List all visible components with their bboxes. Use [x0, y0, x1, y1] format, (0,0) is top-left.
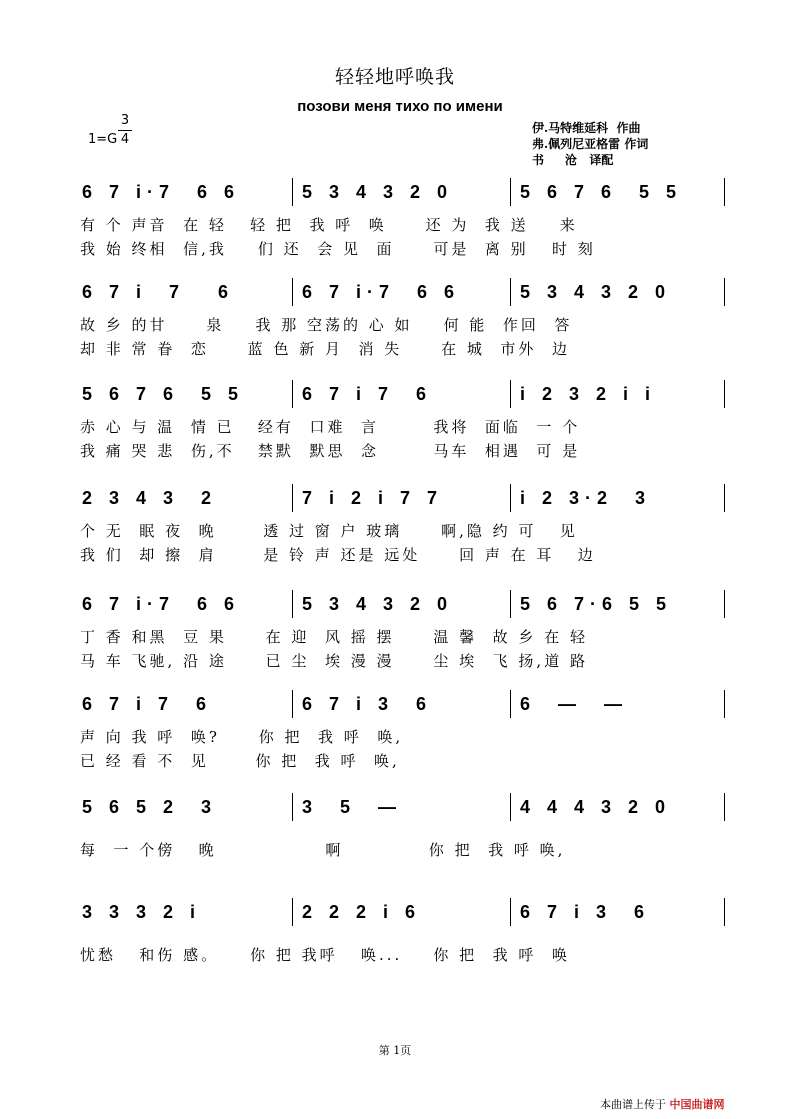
- barline: [724, 590, 725, 618]
- lyric-line: 赤 心 与 温 情 已 经有 口难 言 我将 面临 一 个: [80, 418, 581, 436]
- barline: [292, 178, 293, 206]
- measure-notes: 6 — —: [520, 694, 629, 714]
- key-signature: 1=G: [88, 132, 118, 147]
- barline: [510, 484, 511, 512]
- measure-notes: 5 6 7 6 5 5: [82, 384, 245, 404]
- barline: [724, 793, 725, 821]
- measure-notes: 5 6 7·6 5 5: [520, 594, 673, 614]
- measure-notes: 5 6 7 6 5 5: [520, 182, 683, 202]
- measure-notes: 6 7 i·7 6 6: [82, 182, 241, 202]
- measure-notes: 6 7 i·7 6 6: [302, 282, 461, 302]
- barline: [292, 590, 293, 618]
- lyric-line: 我 痛 哭 悲 伤,不 禁默 默思 念 马车 相遇 可 是: [80, 442, 581, 460]
- barline: [510, 898, 511, 926]
- barline: [292, 793, 293, 821]
- barline: [292, 278, 293, 306]
- measure-notes: 5 6 5 2 3: [82, 797, 218, 817]
- song-subtitle: позови меня тихо по имени: [297, 98, 503, 115]
- barline: [292, 898, 293, 926]
- measure-notes: 6 7 i 7 6: [82, 282, 235, 302]
- source-text: 本曲谱上传于: [600, 1098, 666, 1111]
- barline: [724, 898, 725, 926]
- measure-notes: 6 7 i·7 6 6: [82, 594, 241, 614]
- lyric-line: 声 向 我 呼 唤? 你 把 我 呼 唤,: [80, 728, 404, 746]
- barline: [724, 484, 725, 512]
- barline: [292, 484, 293, 512]
- barline: [724, 690, 725, 718]
- measure-notes: i 2 3 2 i i: [520, 384, 657, 404]
- song-title: 轻轻地呼唤我: [334, 66, 455, 88]
- barline: [724, 380, 725, 408]
- lyric-line: 已 经 看 不 见 你 把 我 呼 唤,: [80, 752, 400, 770]
- barline: [510, 278, 511, 306]
- measure-notes: 5 3 4 3 2 0: [302, 594, 454, 614]
- lyric-line: 我 们 却 擦 肩 是 铃 声 还是 远处 回 声 在 耳 边: [80, 546, 596, 564]
- barline: [510, 793, 511, 821]
- barline: [510, 178, 511, 206]
- barline: [292, 690, 293, 718]
- time-signature-bottom: 4: [118, 130, 132, 149]
- measure-notes: 2 3 4 3 2: [82, 488, 218, 508]
- lyric-line: 每 一 个傍 晚 啊 你 把 我 呼 唤,: [80, 841, 566, 859]
- measure-notes: 3 3 3 2 i: [82, 902, 202, 922]
- lyric-line: 有 个 声音 在 轻 轻 把 我 呼 唤 还 为 我 送 来: [80, 216, 578, 234]
- lyric-line: 马 车 飞驰, 沿 途 已 尘 埃 漫 漫 尘 埃 飞 扬,道 路: [80, 652, 588, 670]
- source-note: [600, 1096, 725, 1112]
- barline: [510, 380, 511, 408]
- lyric-line: 忧愁 和伤 感。 你 把 我呼 唤... 你 把 我 呼 唤: [80, 946, 570, 964]
- lyric-line: 我 始 终相 信,我 们 还 会 见 面 可是 离 别 时 刻: [80, 240, 596, 258]
- measure-notes: 5 3 4 3 2 0: [520, 282, 672, 302]
- barline: [510, 590, 511, 618]
- lyric-line: 故 乡 的甘 泉 我 那 空荡的 心 如 何 能 作回 答: [80, 316, 573, 334]
- time-signature-top: 3: [120, 113, 130, 128]
- page-number: 第 1页: [378, 1044, 412, 1057]
- measure-notes: 6 7 i 3 6: [302, 694, 433, 714]
- lyric-line: 却 非 常 眷 恋 蓝 色 新 月 消 失 在 城 市外 边: [80, 340, 570, 358]
- lyric-line: 丁 香 和黑 豆 果 在 迎 风 摇 摆 温 馨 故 乡 在 轻: [80, 628, 588, 646]
- barline: [292, 380, 293, 408]
- barline: [724, 278, 725, 306]
- measure-notes: 6 7 i 7 6: [302, 384, 433, 404]
- measure-notes: 2 2 2 i 6: [302, 902, 422, 922]
- site-logo: 中国曲谱网: [669, 1098, 725, 1111]
- measure-notes: 7 i 2 i 7 7: [302, 488, 444, 508]
- barline: [510, 690, 511, 718]
- measure-notes: 6 7 i 3 6: [520, 902, 651, 922]
- measure-notes: 4 4 4 3 2 0: [520, 797, 672, 817]
- measure-notes: 6 7 i 7 6: [82, 694, 213, 714]
- measure-notes: i 2 3·2 3: [520, 488, 652, 508]
- lyric-line: 个 无 眠 夜 晚 透 过 窗 户 玻璃 啊,隐 约 可 见: [80, 522, 578, 540]
- measure-notes: 5 3 4 3 2 0: [302, 182, 454, 202]
- measure-notes: 3 5 —: [302, 797, 403, 817]
- credits: 伊.马特维延科 作曲 弗.佩列尼亚格雷 作词 书 沧 译配: [532, 121, 649, 167]
- barline: [724, 178, 725, 206]
- time-signature: [118, 112, 132, 149]
